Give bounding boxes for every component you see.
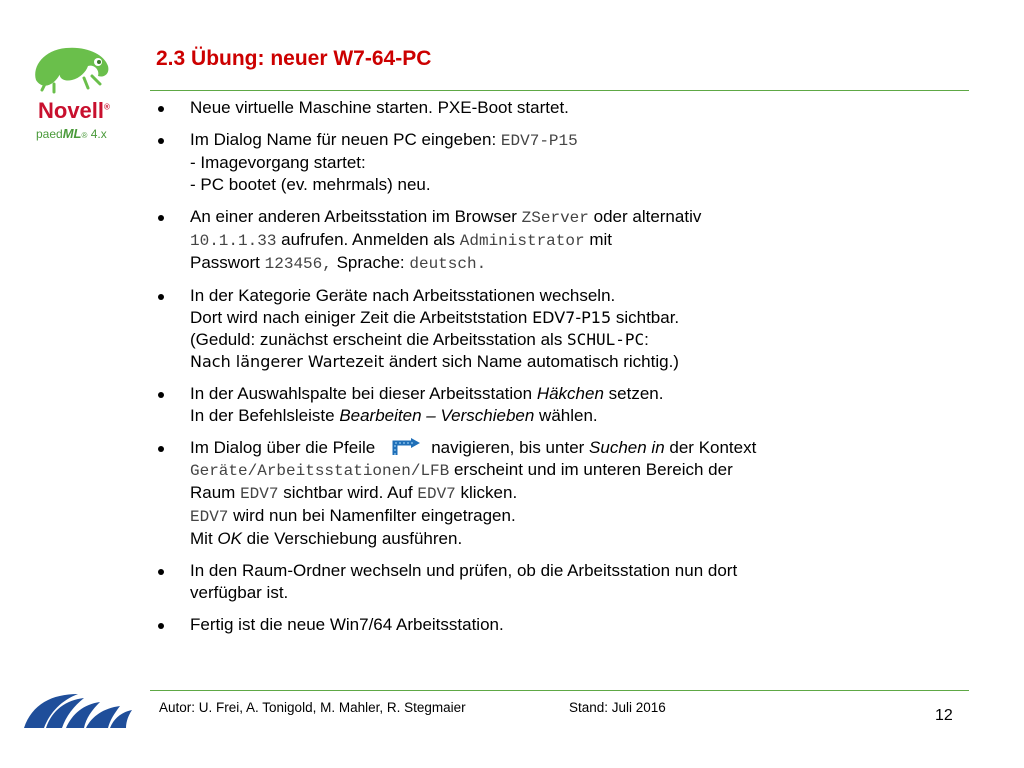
bullet-text: verfügbar ist. <box>190 583 289 602</box>
code-text: ZServer <box>521 209 589 227</box>
code-text: 10.1.1.33 <box>190 232 277 250</box>
footer-authors: Autor: U. Frei, A. Tonigold, M. Mahler, R. Stegmaier <box>159 700 466 715</box>
bullet-text: die Verschiebung ausführen. <box>241 529 463 548</box>
bullet-text: In der Auswahlspalte bei dieser Arbeitsstation <box>190 384 537 403</box>
bullet-text: aufrufen. Anmelden als <box>276 230 460 249</box>
bullet-text: Sprache: <box>331 253 410 272</box>
bullet-item <box>156 560 916 604</box>
bullet-dot <box>158 215 164 221</box>
bullet-text: Im Dialog Name für neuen PC eingeben: <box>190 130 501 149</box>
bullet-text: - PC bootet (ev. mehrmals) neu. <box>190 175 431 194</box>
bullet-text: Fertig ist die neue Win7/64 Arbeitsstation. <box>190 615 504 634</box>
bullet-text: wählen. <box>534 406 598 425</box>
italic-text: OK <box>217 529 242 548</box>
title-rule <box>150 90 969 91</box>
paedml-logo <box>36 126 107 141</box>
code-text: EDV7 <box>240 485 279 503</box>
bullet-dot <box>158 392 164 398</box>
bullet-text: sichtbar wird. Auf <box>278 483 418 502</box>
italic-text: Häkchen <box>536 384 604 403</box>
bullet-dot <box>158 138 164 144</box>
code-text: EDV7 <box>190 508 229 526</box>
lfb-logo-icon <box>22 690 134 730</box>
footer-date: Stand: Juli 2016 <box>569 700 666 715</box>
bullet-text: mit <box>584 230 612 249</box>
bullet-text: In der Kategorie Geräte nach Arbeitsstationen wechseln. <box>190 286 616 305</box>
bullet-text: An einer anderen Arbeitsstation im Browser <box>190 207 522 226</box>
paedml-version: 4.x <box>90 127 107 141</box>
bullet-list <box>156 97 916 646</box>
paedml-ml: ML <box>62 126 82 141</box>
bullet-text: sichtbar. <box>611 308 680 327</box>
bullet-item <box>156 206 916 275</box>
italic-text: Bearbeiten – Verschieben <box>339 406 535 425</box>
bullet-text: In der Befehlsleiste <box>190 406 340 425</box>
bullet-item <box>156 383 916 427</box>
code-text: deutsch. <box>409 255 487 273</box>
pc-name-text: SCHUL-PC <box>567 330 645 349</box>
bullet-dot <box>158 623 164 629</box>
code-text: EDV7 <box>417 485 456 503</box>
bullet-text: Neue virtuelle Maschine starten. PXE-Boot startet. <box>190 98 569 117</box>
italic-text: Suchen in <box>589 438 665 457</box>
bullet-item <box>156 614 916 636</box>
code-text: Geräte/Arbeitsstationen/LFB <box>190 462 450 480</box>
bullet-text: erscheint und im unteren Bereich der <box>449 460 733 479</box>
code-text: Administrator <box>459 232 585 250</box>
novell-registered-mark: ® <box>104 102 110 112</box>
bullet-text: Passwort <box>190 253 265 272</box>
code-text: EDV7-P15 <box>500 132 578 150</box>
footer-rule <box>150 690 969 691</box>
bullet-dot <box>158 106 164 112</box>
up-arrow-icon <box>389 437 425 457</box>
pc-name-text: EDV7-P15 <box>532 308 612 327</box>
paedml-prefix: paed <box>36 127 63 141</box>
bullet-item <box>156 285 916 373</box>
code-text: 123456, <box>264 255 332 273</box>
bullet-text: In den Raum-Ordner wechseln und prüfen, ob die Arbeitsstation nun dort <box>190 561 738 580</box>
bullet-text: Dort wird nach einiger Zeit die Arbeitststation <box>190 308 533 327</box>
bullet-text: Im Dialog über die Pfeile <box>190 438 376 457</box>
bullet-text: der Kontext <box>664 438 757 457</box>
bullet-text: oder alternativ <box>588 207 702 226</box>
bullet-item <box>156 437 916 550</box>
bullet-dot <box>158 294 164 300</box>
slide-title: 2.3 Übung: neuer W7-64-PC <box>156 47 432 70</box>
page-number: 12 <box>935 707 953 724</box>
bullet-text: Mit <box>190 529 218 548</box>
bullet-text: (Geduld: zunächst erscheint die Arbeitsstation als <box>190 330 568 349</box>
bullet-text: setzen. <box>603 384 664 403</box>
bullet-item <box>156 97 916 119</box>
bullet-text: wird nun bei Namenfilter eingetragen. <box>228 506 516 525</box>
wait-text: Nach längerer Wartezeit <box>190 352 385 371</box>
bullet-dot <box>158 569 164 575</box>
bullet-text: - Imagevorgang startet: <box>190 153 366 172</box>
bullet-item <box>156 129 916 196</box>
bullet-text: klicken. <box>455 483 518 502</box>
bullet-text: : <box>644 330 649 349</box>
bullet-text: navigieren, bis unter <box>431 438 590 457</box>
bullet-text: Raum <box>190 483 241 502</box>
bullet-text: ändert sich Name automatisch richtig.) <box>384 352 679 371</box>
bullet-dot <box>158 446 164 452</box>
paedml-registered-mark: ® <box>81 131 88 140</box>
novell-logo <box>38 98 110 124</box>
gecko-logo-icon <box>28 42 114 94</box>
novell-logo-text: Novell <box>38 98 105 123</box>
